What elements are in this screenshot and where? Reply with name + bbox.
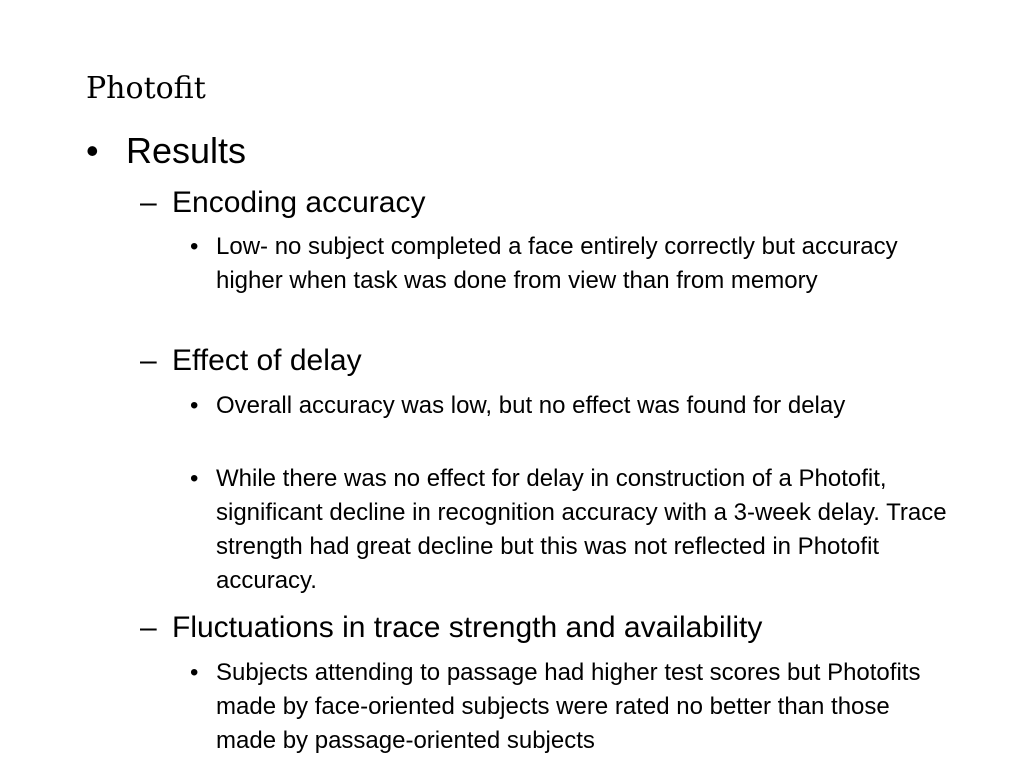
sub-bullet-text: Fluctuations in trace strength and availability (172, 611, 763, 644)
detail-bullet-text: Low- no subject completed a face entirely correctly but accuracy higher when task was done from view than from memory (216, 233, 898, 294)
slide-title: Photofit (86, 71, 206, 106)
bullet-marker: • (190, 233, 199, 260)
detail-bullet-text: While there was no effect for delay in construction of a Photofit, significant decline in recognition accuracy with a 3-week delay. Trace strength had great decline but this was not reflected in Photofit accuracy. (216, 465, 947, 594)
sub-bullet-encoding-accuracy (140, 185, 425, 221)
bullet-marker: • (190, 392, 199, 419)
sub-bullet-effect-of-delay (140, 343, 362, 379)
detail-bullet-text: Subjects attending to passage had higher test scores but Photofits made by face-oriented subjects were rated no better than those made by passage-oriented subjects (216, 659, 921, 754)
detail-bullet-fluctuations (190, 656, 946, 758)
dash-marker: – (140, 611, 157, 644)
bullet-text: Results (126, 130, 247, 171)
detail-bullet-delay-1 (190, 389, 906, 423)
bullet-marker: • (190, 659, 199, 686)
bullet-marker: • (190, 465, 199, 492)
sub-bullet-text: Effect of delay (172, 344, 362, 377)
detail-bullet-delay-2 (190, 462, 956, 598)
sub-bullet-fluctuations (140, 610, 762, 646)
bullet-marker: • (86, 130, 99, 171)
detail-bullet-text: Overall accuracy was low, but no effect was found for delay (216, 392, 846, 419)
detail-bullet-encoding (190, 230, 916, 298)
bullet-results (86, 130, 246, 172)
sub-bullet-text: Encoding accuracy (172, 186, 426, 219)
dash-marker: – (140, 344, 157, 377)
dash-marker: – (140, 186, 157, 219)
